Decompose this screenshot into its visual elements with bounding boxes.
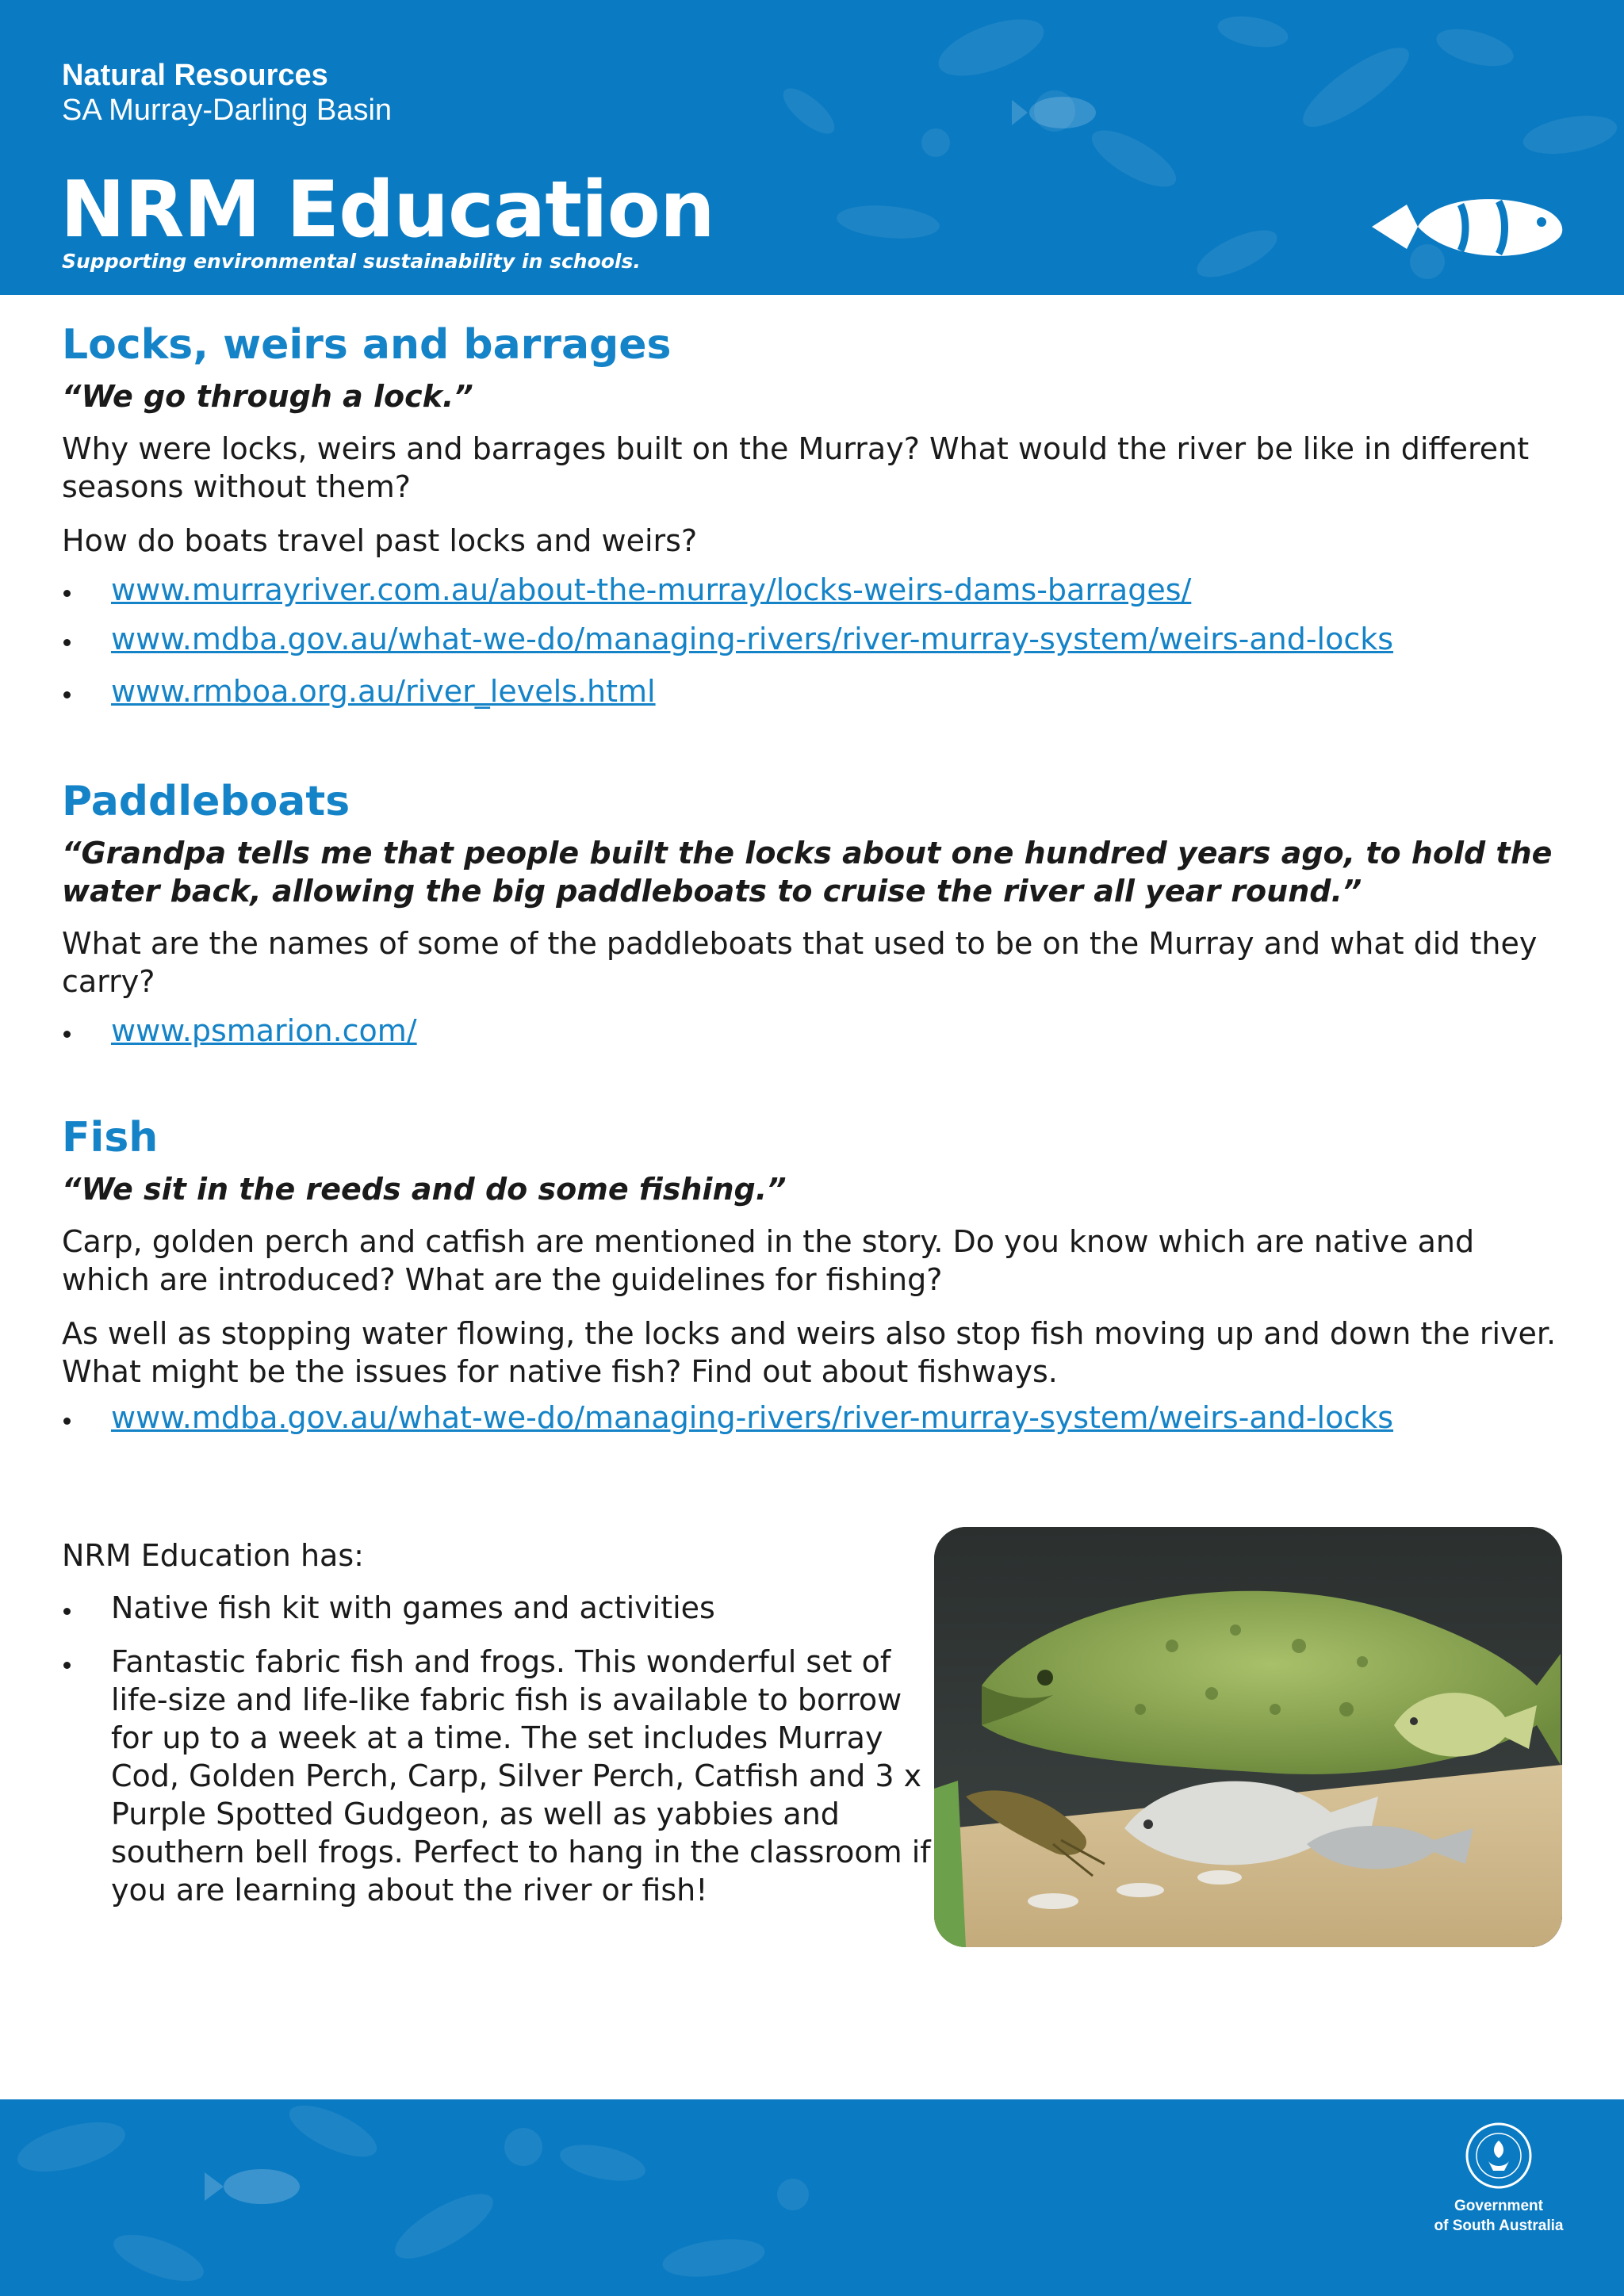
paragraph: What are the names of some of the paddleboats that used to be on the Murray and what did they carry? <box>62 926 1538 999</box>
paragraph: Carp, golden perch and catfish are mentioned in the story. Do you know which are native and which are introduced? What are the guidelines for fishing? <box>62 1224 1475 1297</box>
main-content <box>62 319 1561 1448</box>
resources-intro: NRM Education has: <box>62 1538 364 1573</box>
list-item: Native fish kit with games and activities <box>62 1589 934 1627</box>
org-name: Natural Resources <box>62 59 328 92</box>
fabric-fish-illustration <box>934 1527 1562 1947</box>
link-list <box>62 1399 1561 1437</box>
section-fish <box>62 1112 1561 1437</box>
story-quote: “We sit in the reeds and do some fishing.” <box>62 1172 787 1207</box>
resource-link[interactable]: www.mdba.gov.au/what-we-do/managing-rivers/river-murray-system/weirs-and-locks <box>111 1400 1394 1435</box>
brand-tagline: Supporting environmental sustainability in schools. <box>62 250 641 273</box>
section-title: Paddleboats <box>62 778 350 825</box>
resources-list <box>62 1589 934 1909</box>
section-paddleboats <box>62 775 1561 1050</box>
list-item <box>62 1399 1561 1437</box>
org-subtitle: SA Murray-Darling Basin <box>62 94 393 127</box>
footer-pattern <box>0 2099 1624 2296</box>
list-item <box>62 620 1561 658</box>
gov-line-1: Government <box>1454 2198 1543 2214</box>
story-quote: “We go through a lock.” <box>62 379 473 414</box>
story-quote: “Grandpa tells me that people built the locks about one hundred years ago, to hold the water back, allowing the big paddleboats to cruise the river all year round.” <box>62 836 1553 909</box>
list-item: Fantastic fabric fish and frogs. This wonderful set of life-size and life-like fabric fish is available to borrow for up to a week at a time. The set includes Murray Cod, Golden Perch, Carp, Silver Perch, Catfish and 3 x Purple Spotted Gudgeon, as well as yabbies and southern bell frogs. Perfect to hang in the classroom if you are learning about the river or fish! <box>62 1643 934 1909</box>
resources-block <box>62 1536 934 1925</box>
brand-title: NRM Education <box>60 165 714 255</box>
resource-link[interactable]: www.murrayriver.com.au/about-the-murray/locks-weirs-dams-barrages/ <box>111 572 1192 607</box>
link-list <box>62 1012 1561 1050</box>
paragraph: As well as stopping water flowing, the locks and weirs also stop fish moving up and down the river. What might be the issues for native fish? Find out about fishways. <box>62 1316 1557 1389</box>
government-label <box>1419 2196 1578 2236</box>
fabric-fish-photo <box>934 1527 1562 1947</box>
list-item <box>62 672 1561 710</box>
resource-link[interactable]: www.mdba.gov.au/what-we-do/managing-rivers/river-murray-system/weirs-and-locks <box>111 622 1394 656</box>
section-title: Locks, weirs and barrages <box>62 321 672 369</box>
gov-line-2: of South Australia <box>1434 2218 1564 2234</box>
page-header <box>0 0 1624 295</box>
page-footer <box>0 2099 1624 2296</box>
resource-link[interactable]: www.psmarion.com/ <box>111 1013 417 1048</box>
coat-of-arms-icon <box>1463 2120 1534 2191</box>
section-title: Fish <box>62 1114 159 1161</box>
paragraph: Why were locks, weirs and barrages built on the Murray? What would the river be like in different seasons without them? <box>62 431 1530 504</box>
list-item <box>62 571 1561 609</box>
fish-icon <box>1372 187 1566 266</box>
paragraph: How do boats travel past locks and weirs? <box>62 523 698 558</box>
resource-link[interactable]: www.rmboa.org.au/river_levels.html <box>111 674 656 709</box>
link-list <box>62 571 1561 710</box>
section-locks <box>62 319 1561 710</box>
list-item <box>62 1012 1561 1050</box>
